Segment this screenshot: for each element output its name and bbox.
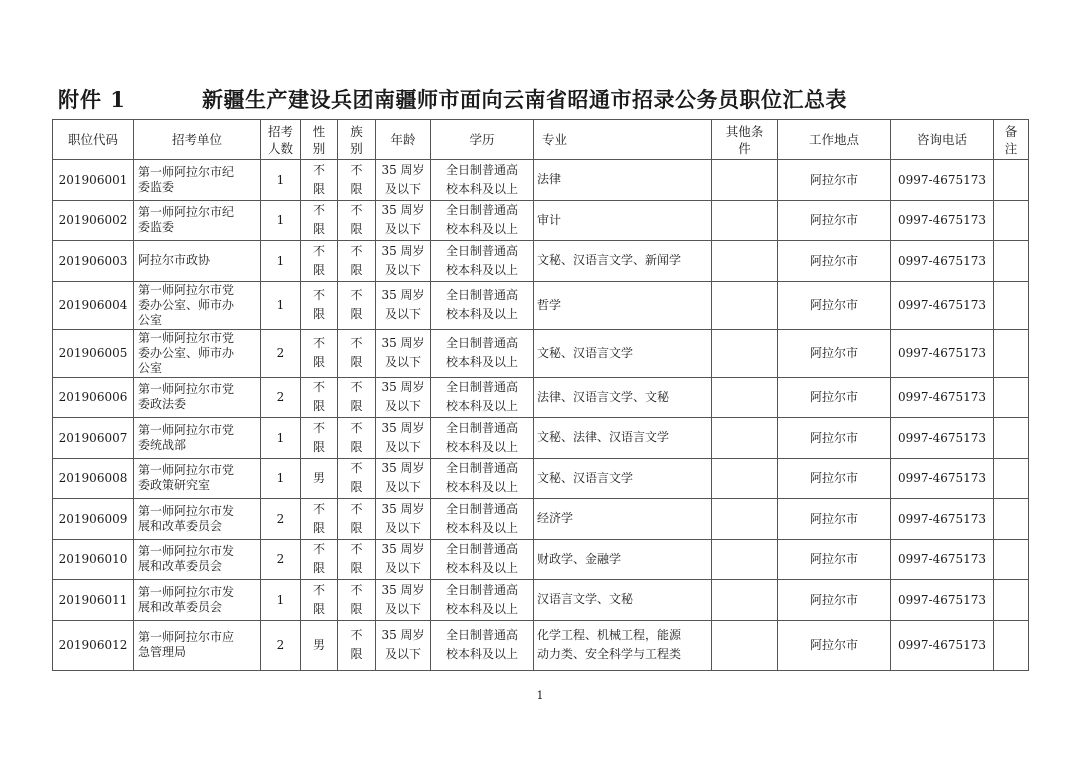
cell-education: 全日制普通高 校本科及以上 (431, 281, 534, 329)
cell-ethnicity: 不 限 (338, 499, 376, 540)
cell-remark (994, 160, 1029, 201)
table-row (53, 281, 1029, 329)
cell-headcount: 2 (261, 499, 301, 540)
cell-other-conditions (712, 241, 778, 282)
cell-major: 审计 (534, 200, 712, 241)
col-header-education: 学历 (431, 120, 534, 160)
cell-contact-phone: 0997-4675173 (891, 281, 994, 329)
cell-age: 35 周岁 及以下 (376, 539, 431, 580)
attachment-label: 附件 1 (58, 87, 126, 112)
cell-position-code: 201906006 (53, 377, 134, 418)
cell-ethnicity: 不 限 (338, 241, 376, 282)
cell-age: 35 周岁 及以下 (376, 160, 431, 201)
cell-work-location: 阿拉尔市 (778, 620, 891, 670)
cell-education: 全日制普通高 校本科及以上 (431, 620, 534, 670)
cell-education: 全日制普通高 校本科及以上 (431, 329, 534, 377)
cell-work-location: 阿拉尔市 (778, 458, 891, 499)
cell-gender: 不 限 (301, 329, 338, 377)
cell-other-conditions (712, 499, 778, 540)
positions-table (52, 119, 1029, 671)
cell-contact-phone: 0997-4675173 (891, 539, 994, 580)
cell-remark (994, 377, 1029, 418)
cell-ethnicity: 不 限 (338, 200, 376, 241)
cell-recruiting-unit: 第一师阿拉尔市党 委办公室、师市办 公室 (134, 329, 261, 377)
cell-headcount: 1 (261, 241, 301, 282)
cell-age: 35 周岁 及以下 (376, 418, 431, 459)
cell-age: 35 周岁 及以下 (376, 499, 431, 540)
col-header-major: 专业 (534, 120, 712, 160)
cell-education: 全日制普通高 校本科及以上 (431, 200, 534, 241)
col-header-phone: 咨询电话 (891, 120, 994, 160)
cell-position-code: 201906001 (53, 160, 134, 201)
cell-work-location: 阿拉尔市 (778, 418, 891, 459)
col-header-location: 工作地点 (778, 120, 891, 160)
cell-education: 全日制普通高 校本科及以上 (431, 580, 534, 621)
cell-work-location: 阿拉尔市 (778, 499, 891, 540)
cell-major: 经济学 (534, 499, 712, 540)
cell-education: 全日制普通高 校本科及以上 (431, 418, 534, 459)
cell-ethnicity: 不 限 (338, 580, 376, 621)
cell-recruiting-unit: 第一师阿拉尔市应 急管理局 (134, 620, 261, 670)
cell-gender: 不 限 (301, 241, 338, 282)
cell-remark (994, 580, 1029, 621)
cell-contact-phone: 0997-4675173 (891, 160, 994, 201)
cell-ethnicity: 不 限 (338, 160, 376, 201)
cell-contact-phone: 0997-4675173 (891, 329, 994, 377)
cell-remark (994, 458, 1029, 499)
cell-headcount: 1 (261, 418, 301, 459)
cell-recruiting-unit: 第一师阿拉尔市发 展和改革委员会 (134, 539, 261, 580)
table-row (53, 418, 1029, 459)
cell-recruiting-unit: 第一师阿拉尔市党 委政法委 (134, 377, 261, 418)
col-header-age: 年龄 (376, 120, 431, 160)
cell-headcount: 2 (261, 539, 301, 580)
cell-major: 汉语言文学、文秘 (534, 580, 712, 621)
cell-remark (994, 499, 1029, 540)
cell-work-location: 阿拉尔市 (778, 539, 891, 580)
cell-work-location: 阿拉尔市 (778, 160, 891, 201)
cell-recruiting-unit: 阿拉尔市政协 (134, 241, 261, 282)
cell-work-location: 阿拉尔市 (778, 377, 891, 418)
cell-major: 文秘、汉语言文学、新闻学 (534, 241, 712, 282)
table-row (53, 241, 1029, 282)
table-header-row (53, 120, 1029, 160)
cell-age: 35 周岁 及以下 (376, 377, 431, 418)
cell-gender: 男 (301, 620, 338, 670)
cell-other-conditions (712, 329, 778, 377)
col-header-code: 职位代码 (53, 120, 134, 160)
cell-ethnicity: 不 限 (338, 620, 376, 670)
cell-gender: 不 限 (301, 281, 338, 329)
cell-contact-phone: 0997-4675173 (891, 620, 994, 670)
document-title: 新疆生产建设兵团南疆师市面向云南省昭通市招录公务员职位汇总表 (202, 87, 847, 112)
cell-remark (994, 241, 1029, 282)
cell-gender: 不 限 (301, 499, 338, 540)
cell-major: 文秘、汉语言文学 (534, 458, 712, 499)
col-header-remark: 备 注 (994, 120, 1029, 160)
cell-recruiting-unit: 第一师阿拉尔市纪 委监委 (134, 200, 261, 241)
cell-work-location: 阿拉尔市 (778, 241, 891, 282)
cell-headcount: 1 (261, 281, 301, 329)
cell-education: 全日制普通高 校本科及以上 (431, 499, 534, 540)
cell-age: 35 周岁 及以下 (376, 329, 431, 377)
cell-work-location: 阿拉尔市 (778, 580, 891, 621)
cell-headcount: 2 (261, 329, 301, 377)
cell-education: 全日制普通高 校本科及以上 (431, 458, 534, 499)
cell-major: 法律 (534, 160, 712, 201)
cell-headcount: 1 (261, 200, 301, 241)
table-row (53, 458, 1029, 499)
col-header-gender: 性 别 (301, 120, 338, 160)
cell-work-location: 阿拉尔市 (778, 281, 891, 329)
cell-position-code: 201906011 (53, 580, 134, 621)
cell-age: 35 周岁 及以下 (376, 458, 431, 499)
cell-major: 财政学、金融学 (534, 539, 712, 580)
cell-other-conditions (712, 281, 778, 329)
cell-position-code: 201906007 (53, 418, 134, 459)
cell-ethnicity: 不 限 (338, 418, 376, 459)
cell-education: 全日制普通高 校本科及以上 (431, 160, 534, 201)
cell-recruiting-unit: 第一师阿拉尔市党 委政策研究室 (134, 458, 261, 499)
cell-recruiting-unit: 第一师阿拉尔市发 展和改革委员会 (134, 580, 261, 621)
cell-remark (994, 200, 1029, 241)
cell-other-conditions (712, 418, 778, 459)
cell-other-conditions (712, 458, 778, 499)
cell-position-code: 201906003 (53, 241, 134, 282)
table-row (53, 329, 1029, 377)
cell-other-conditions (712, 377, 778, 418)
cell-major: 化学工程、机械工程，能源 动力类、安全科学与工程类 (534, 620, 712, 670)
table-row (53, 620, 1029, 670)
cell-gender: 不 限 (301, 418, 338, 459)
cell-remark (994, 329, 1029, 377)
table-row (53, 499, 1029, 540)
col-header-unit: 招考单位 (134, 120, 261, 160)
cell-work-location: 阿拉尔市 (778, 200, 891, 241)
cell-other-conditions (712, 200, 778, 241)
cell-headcount: 1 (261, 580, 301, 621)
col-header-ethnicity: 族 别 (338, 120, 376, 160)
cell-contact-phone: 0997-4675173 (891, 580, 994, 621)
cell-age: 35 周岁 及以下 (376, 281, 431, 329)
cell-recruiting-unit: 第一师阿拉尔市纪 委监委 (134, 160, 261, 201)
cell-gender: 男 (301, 458, 338, 499)
cell-ethnicity: 不 限 (338, 458, 376, 499)
cell-contact-phone: 0997-4675173 (891, 499, 994, 540)
table-row (53, 200, 1029, 241)
cell-remark (994, 620, 1029, 670)
cell-other-conditions (712, 160, 778, 201)
page-number: 1 (536, 689, 544, 702)
cell-major: 文秘、汉语言文学 (534, 329, 712, 377)
cell-position-code: 201906009 (53, 499, 134, 540)
cell-age: 35 周岁 及以下 (376, 241, 431, 282)
cell-gender: 不 限 (301, 580, 338, 621)
cell-other-conditions (712, 539, 778, 580)
cell-position-code: 201906005 (53, 329, 134, 377)
col-header-other: 其他条 件 (712, 120, 778, 160)
cell-ethnicity: 不 限 (338, 329, 376, 377)
cell-recruiting-unit: 第一师阿拉尔市党 委办公室、师市办 公室 (134, 281, 261, 329)
cell-headcount: 2 (261, 377, 301, 418)
cell-headcount: 1 (261, 160, 301, 201)
cell-other-conditions (712, 580, 778, 621)
cell-education: 全日制普通高 校本科及以上 (431, 377, 534, 418)
cell-major: 文秘、法律、汉语言文学 (534, 418, 712, 459)
cell-position-code: 201906012 (53, 620, 134, 670)
cell-remark (994, 539, 1029, 580)
cell-age: 35 周岁 及以下 (376, 620, 431, 670)
cell-ethnicity: 不 限 (338, 281, 376, 329)
cell-contact-phone: 0997-4675173 (891, 241, 994, 282)
cell-headcount: 1 (261, 458, 301, 499)
cell-education: 全日制普通高 校本科及以上 (431, 241, 534, 282)
cell-position-code: 201906010 (53, 539, 134, 580)
cell-gender: 不 限 (301, 539, 338, 580)
cell-position-code: 201906002 (53, 200, 134, 241)
cell-education: 全日制普通高 校本科及以上 (431, 539, 534, 580)
table-row (53, 539, 1029, 580)
cell-remark (994, 281, 1029, 329)
table-row (53, 377, 1029, 418)
cell-contact-phone: 0997-4675173 (891, 458, 994, 499)
table-row (53, 160, 1029, 201)
cell-contact-phone: 0997-4675173 (891, 418, 994, 459)
cell-other-conditions (712, 620, 778, 670)
table-body (53, 160, 1029, 671)
cell-age: 35 周岁 及以下 (376, 200, 431, 241)
cell-recruiting-unit: 第一师阿拉尔市党 委统战部 (134, 418, 261, 459)
cell-position-code: 201906004 (53, 281, 134, 329)
cell-gender: 不 限 (301, 200, 338, 241)
cell-recruiting-unit: 第一师阿拉尔市发 展和改革委员会 (134, 499, 261, 540)
cell-remark (994, 418, 1029, 459)
cell-ethnicity: 不 限 (338, 539, 376, 580)
table-row (53, 580, 1029, 621)
cell-contact-phone: 0997-4675173 (891, 200, 994, 241)
cell-work-location: 阿拉尔市 (778, 329, 891, 377)
cell-age: 35 周岁 及以下 (376, 580, 431, 621)
cell-headcount: 2 (261, 620, 301, 670)
cell-gender: 不 限 (301, 160, 338, 201)
cell-gender: 不 限 (301, 377, 338, 418)
cell-ethnicity: 不 限 (338, 377, 376, 418)
cell-major: 哲学 (534, 281, 712, 329)
cell-major: 法律、汉语言文学、文秘 (534, 377, 712, 418)
cell-position-code: 201906008 (53, 458, 134, 499)
cell-contact-phone: 0997-4675173 (891, 377, 994, 418)
col-header-count: 招考 人数 (261, 120, 301, 160)
